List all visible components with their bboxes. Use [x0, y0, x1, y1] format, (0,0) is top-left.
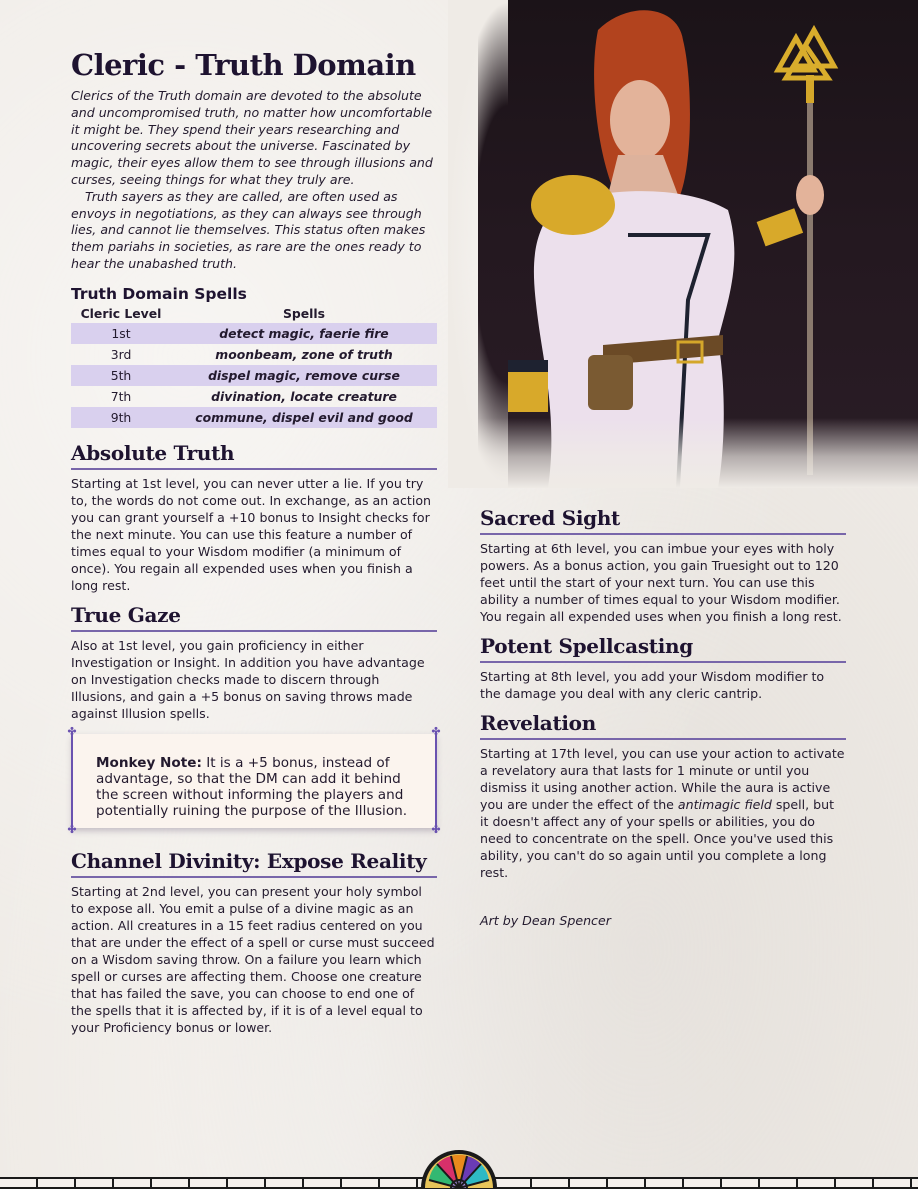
revelation-text-2: spell, but it doesn't affect any of your spells or abilities, you do need to concentrate on the spell. Once you've used this ability, you can't do so again until you complete a long rest.	[480, 797, 835, 880]
section-true-gaze	[71, 602, 437, 722]
flourish-icon: ✤	[431, 725, 441, 738]
spell-table-title: Truth Domain Spells	[71, 284, 247, 303]
section-heading: Revelation	[480, 710, 846, 740]
note-label: Monkey Note:	[96, 755, 202, 771]
column-header-level: Cleric Level	[80, 305, 162, 321]
spell-name-antimagic-field: antimagic field	[677, 797, 772, 812]
note-border-right	[435, 731, 437, 831]
column-header-spells: Spells	[282, 305, 326, 321]
brush-edge-bottom	[478, 418, 918, 488]
note-border-left	[71, 731, 73, 831]
cleric-illustration	[478, 0, 918, 488]
section-body: Also at 1st level, you gain proficiency in either Investigation or Insight. In addition you have advantage on Investigation checks made to discern through Illusions, and gain a +5 bonus on saving throws made against Illusion spells.	[71, 637, 425, 721]
valknut-symbol-icon	[778, 30, 834, 78]
section-heading: Absolute Truth	[71, 440, 437, 470]
cleric-artwork	[478, 0, 918, 488]
section-absolute-truth	[71, 440, 437, 594]
spell-list: divination, locate creature	[211, 388, 397, 404]
spell-list: dispel magic, remove curse	[171, 365, 437, 386]
section-potent-spellcasting	[480, 633, 846, 702]
section-heading: Channel Divinity: Expose Reality	[71, 848, 437, 878]
flourish-icon: ✤	[67, 823, 77, 836]
flourish-icon: ✤	[431, 823, 441, 836]
spell-list: detect magic, faerie fire	[171, 323, 437, 344]
page-title: Cleric - Truth Domain	[71, 48, 416, 82]
section-body: Starting at 1st level, you can never utter a lie. If you try to, the words do not come out. In exchange, as an action you can grant yourself a +10 bonus to Insight checks for the next minute. You can use this feature a number of times equal to your Wisdom modifier (a minimum of once). You regain all expended uses when you finish a long rest.	[71, 475, 432, 593]
intro-paragraph-2: Truth sayers as they are called, are often used as envoys in negotiations, as they can always see through lies, and cannot lie themselves. This status often makes them pariahs in societies, as rare are the ones ready to hear the unabashed truth.	[71, 188, 426, 271]
note-body: It is a +5 bonus, instead of advantage, so that the DM can add it behind the screen without informing the players and potentially ruining the purpose of the Illusion.	[96, 755, 408, 819]
intro-text	[71, 88, 437, 273]
section-revelation	[480, 710, 846, 881]
revelation-text-1: Starting at 17th level, you can use your action to activate a revelatory aura that lasts for 1 minute or until you dismiss it using another action. While the aura is active you are under the effect of the	[480, 746, 845, 812]
table-row	[71, 344, 437, 365]
section-channel-divinity	[71, 848, 437, 1036]
spell-level: 9th	[71, 407, 171, 428]
section-body: Starting at 6th level, you can imbue your eyes with holy powers. As a bonus action, you gain Truesight out to 120 feet until the start of your next turn. You can use this ability a number of times equal to your Wisdom modifier. You regain all expended uses when you finish a long rest.	[480, 541, 842, 624]
table-row	[71, 365, 437, 386]
spell-list: moonbeam, zone of truth	[215, 346, 393, 362]
right-column	[480, 505, 846, 928]
spell-level: 7th	[110, 388, 132, 404]
spell-level: 3rd	[110, 346, 132, 362]
stained-glass-rose-icon	[419, 1146, 499, 1188]
flourish-icon: ✤	[67, 725, 77, 738]
spell-level: 1st	[71, 323, 171, 344]
monkey-note-box	[64, 727, 444, 835]
section-heading: Sacred Sight	[480, 505, 846, 535]
table-row	[71, 323, 437, 344]
spell-level: 5th	[71, 365, 171, 386]
domain-spells-table	[71, 304, 437, 428]
spell-list: commune, dispel evil and good	[171, 407, 437, 428]
left-column	[71, 48, 437, 722]
note-panel	[72, 734, 436, 828]
table-row	[71, 386, 437, 407]
section-body	[480, 745, 846, 881]
section-heading: True Gaze	[71, 602, 437, 632]
brush-edge-left	[448, 0, 508, 488]
section-sacred-sight	[480, 505, 846, 625]
section-body: Starting at 2nd level, you can present your holy symbol to expose all. You emit a pulse of a divine magic as an action. All creatures in a 15 feet radius centered on you that are under the effect of a spell or curse must succeed on a Wisdom saving throw. On a failure you learn which spell or curses are affecting them. Choose one creature that has failed the save, you can choose to end one of the spells that it is affected by, if it is of a level equal to your Proficiency bonus or lower.	[71, 884, 435, 1035]
section-heading: Potent Spellcasting	[480, 633, 846, 663]
note-text	[96, 755, 416, 819]
table-row	[71, 407, 437, 428]
section-body: Starting at 8th level, you add your Wisdom modifier to the damage you deal with any cleric cantrip.	[480, 669, 825, 701]
art-credit: Art by Dean Spencer	[480, 913, 611, 928]
intro-paragraph-1: Clerics of the Truth domain are devoted to the absolute and uncompromised truth, no matter how uncomfortable it might be. They spend their years researching and uncovering secrets about the universe. Fascinated by magic, their eyes allow them to see through illusions and curses, seeing things for what they truly are.	[71, 88, 433, 187]
